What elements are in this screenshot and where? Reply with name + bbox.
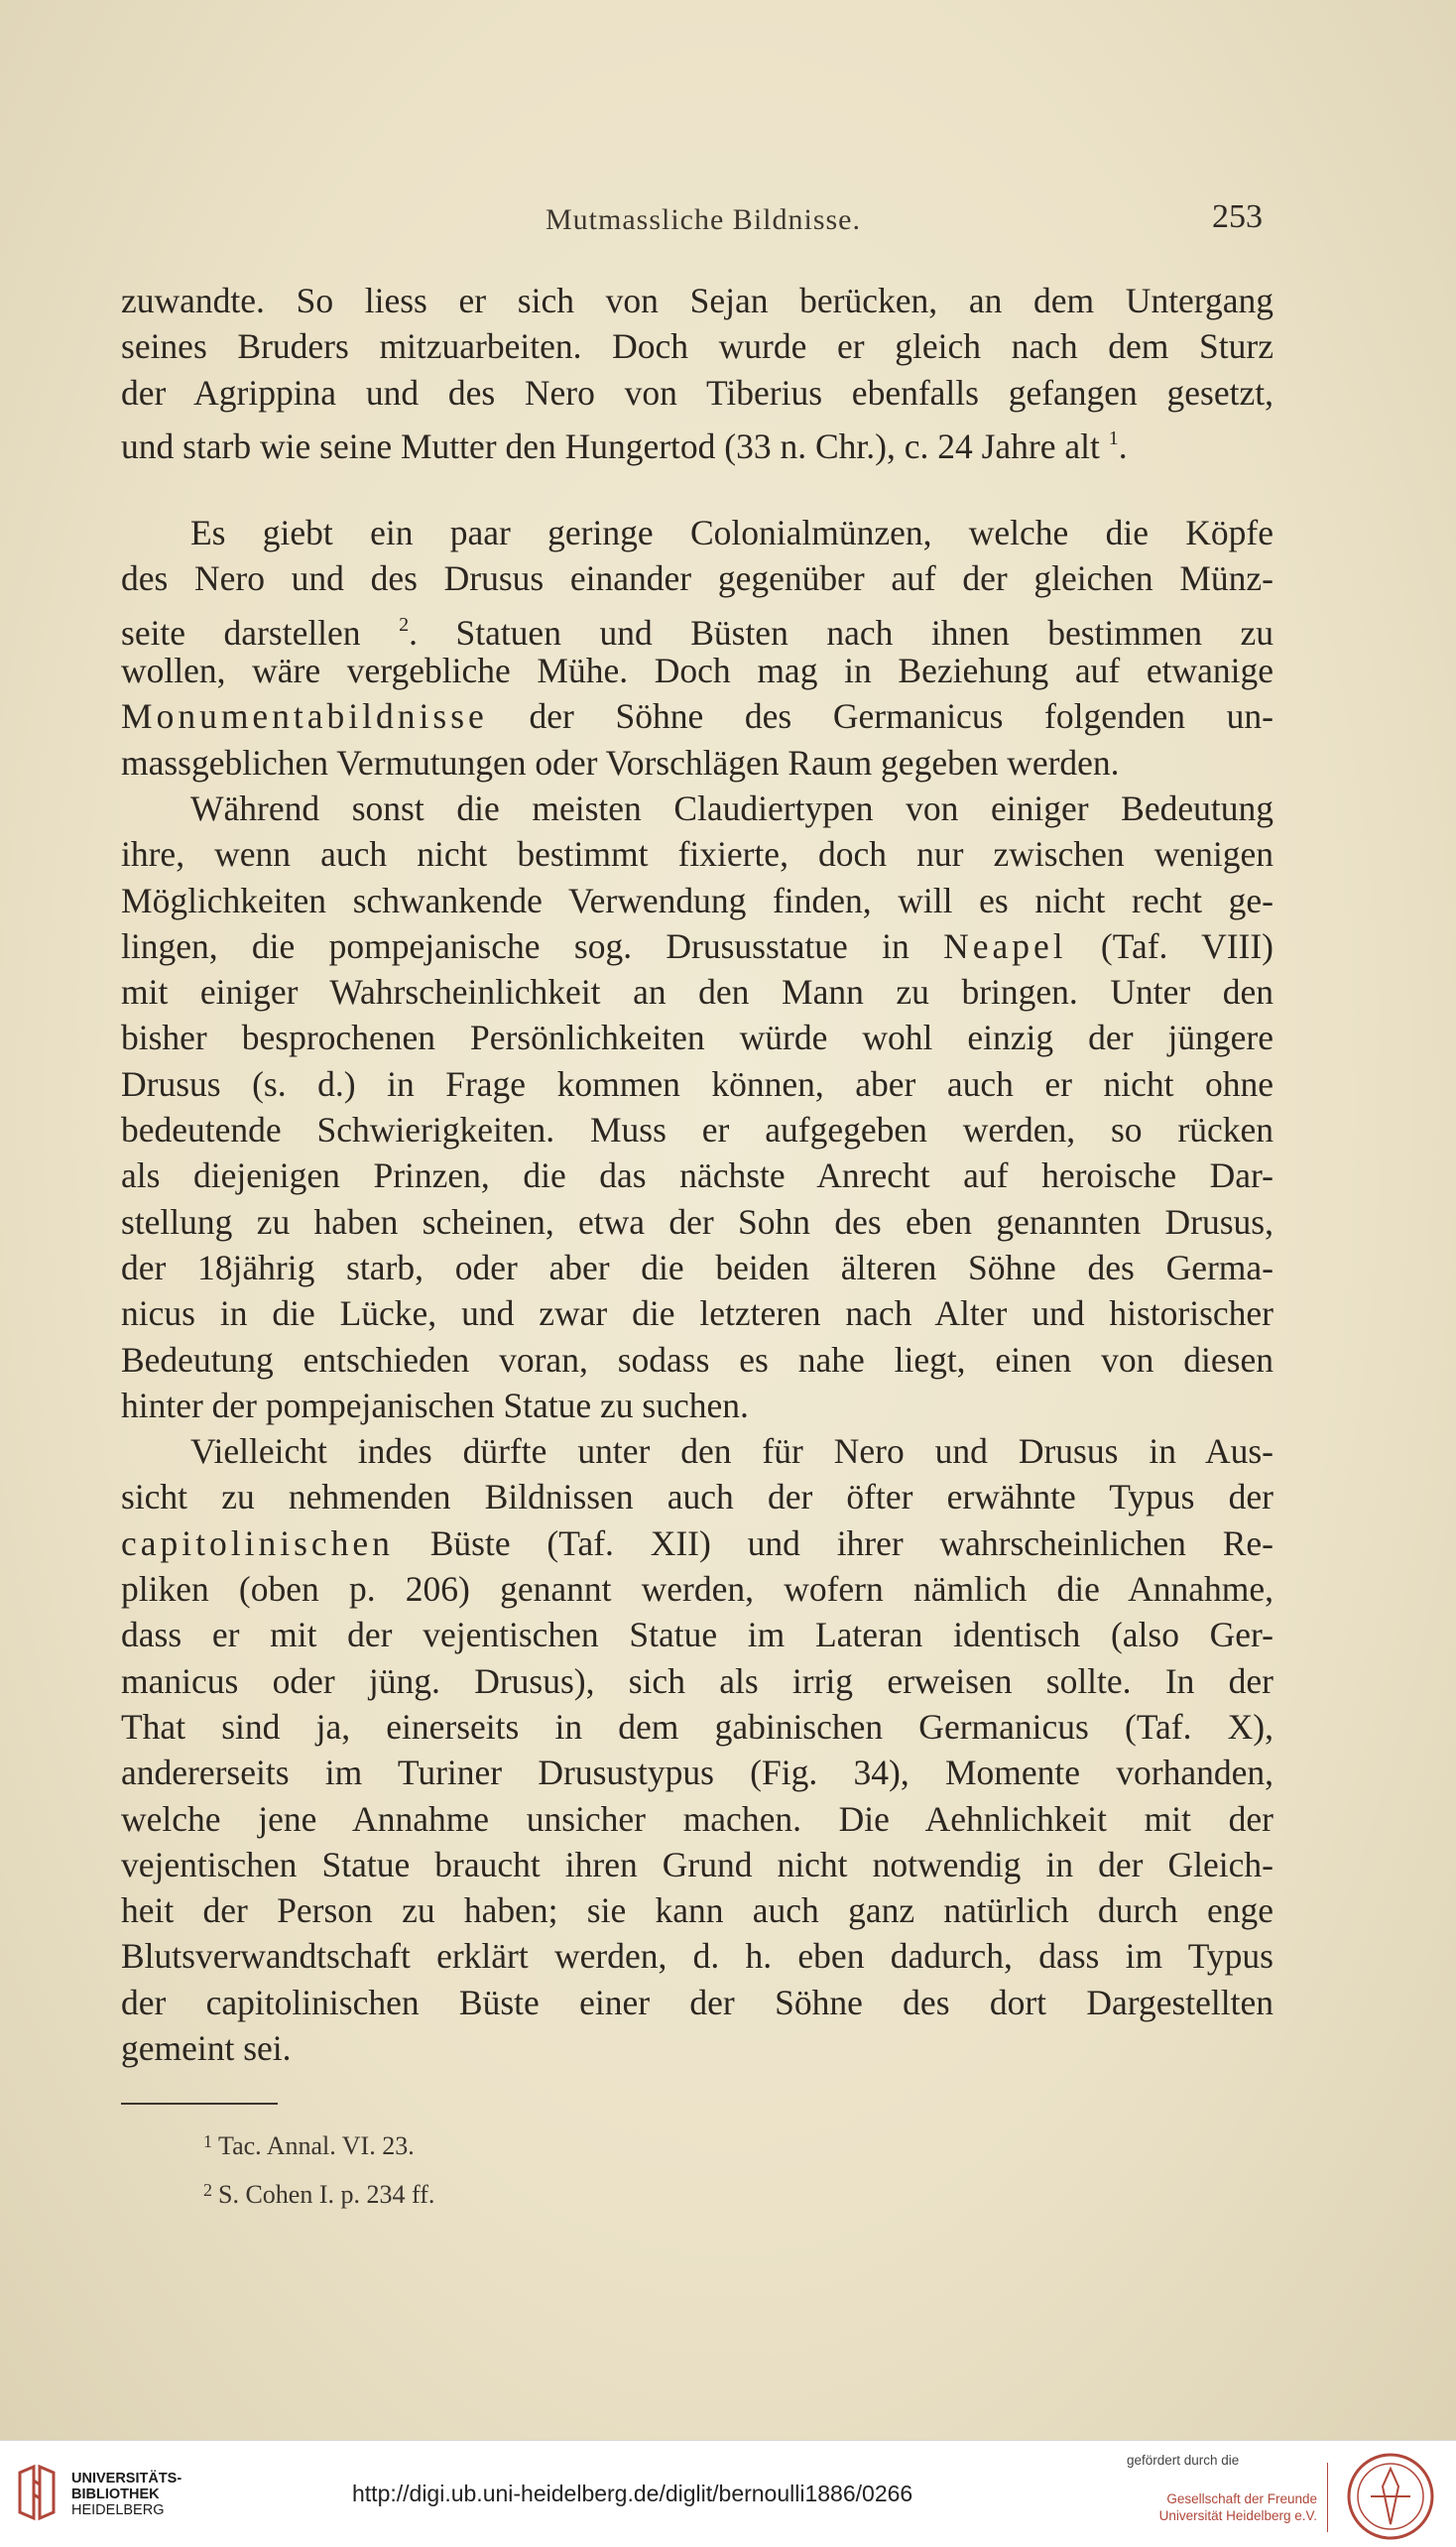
- text-line: bedeutende Schwierigkeiten. Muss er aufgegeben werden, so rücken: [121, 1110, 1274, 1151]
- text-line: und starb wie seine Mutter den Hungertod (33 n. Chr.), c. 24 Jahre alt $^1$.: [121, 425, 1128, 466]
- footnote-1: $^1$ Tac. Annal. VI. 23.: [203, 2131, 415, 2160]
- text-line: seite darstellen $^2$. Statuen und Büsten nach ihnen bestimmen zu: [121, 612, 1274, 653]
- permalink-url[interactable]: http://digi.ub.uni-heidelberg.de/diglit/bernoulli1886/0266: [352, 2481, 913, 2506]
- text-line: hinter der pompejanischen Statue zu suchen.: [121, 1385, 749, 1425]
- body-text: [121, 278, 1274, 2071]
- text-line: Drusus (s. d.) in Frage kommen können, aber auch er nicht ohne: [121, 1063, 1274, 1104]
- text-line: wollen, wäre vergebliche Mühe. Doch mag in Beziehung auf etwanige: [121, 651, 1274, 691]
- text-line: lingen, die pompejanische sog. Drususstatue in Neapel (Taf. VIII): [121, 925, 1274, 966]
- text-line: manicus oder jüng. Drusus), sich als irrig erweisen sollte. In der: [121, 1660, 1274, 1701]
- text-line: welche jene Annahme unsicher machen. Die Aehnlichkeit mit der: [121, 1798, 1274, 1839]
- text-line: heit der Person zu haben; sie kann auch ganz natürlich durch enge: [121, 1890, 1274, 1931]
- text-line: dass er mit der vejentischen Statue im Lateran identisch (also Ger-: [121, 1615, 1274, 1655]
- text-line: Möglichkeiten schwankende Verwendung finden, will es nicht recht ge-: [121, 880, 1274, 920]
- text-line: Bedeutung entschieden voran, sodass es nahe liegt, einen von diesen: [121, 1339, 1274, 1380]
- text-line: des Nero und des Drusus einander gegenüber auf der gleichen Münz-: [121, 558, 1274, 599]
- text-line: gemeint sei.: [121, 2027, 292, 2068]
- text-line: sicht zu nehmenden Bildnissen auch der öfter erwähnte Typus der: [121, 1477, 1274, 1517]
- text-line: Während sonst die meisten Claudiertypen von einiger Bedeutung: [190, 788, 1274, 828]
- text-line: der 18jährig starb, oder aber die beiden älteren Söhne des Germa-: [121, 1247, 1274, 1287]
- text-line: nicus in die Lücke, und zwar die letzteren nach Alter und historischer: [121, 1293, 1274, 1334]
- text-line: vejentischen Statue braucht ihren Grund nicht notwendig in der Gleich-: [121, 1844, 1274, 1884]
- running-head: Mutmassliche Bildnisse.: [546, 203, 861, 236]
- text-line: Monumentabildnisse der Söhne des Germanicus folgenden un-: [121, 696, 1274, 737]
- paragraph-1: [121, 278, 1274, 466]
- paragraph-3: [121, 786, 1274, 1428]
- text-line: pliken (oben p. 206) genannt werden, wofern nämlich die Annahme,: [121, 1569, 1274, 1610]
- text-line: zuwandte. So liess er sich von Sejan berücken, an dem Untergang: [121, 281, 1274, 320]
- footer-divider: [1327, 2463, 1328, 2532]
- library-logo-icon: [14, 2463, 60, 2524]
- text-line: stellung zu haben scheinen, etwa der Sohn des eben genannten Drusus,: [121, 1201, 1274, 1242]
- text-line: Es giebt ein paar geringe Colonialmünzen, welche die Köpfe: [190, 513, 1274, 553]
- text-line: als diejenigen Prinzen, die das nächste Anrecht auf heroische Dar-: [121, 1155, 1274, 1196]
- sponsor-name: Gesellschaft der Freunde Universität Heidelberg e.V.: [1158, 2491, 1317, 2523]
- footnote-mark: 1: [1108, 426, 1119, 449]
- text-line: der capitolinischen Büste einer der Söhne des dort Dargestellten: [121, 1982, 1274, 2022]
- text-line: bisher besprochenen Persönlichkeiten würde wohl einzig der jüngere: [121, 1018, 1274, 1058]
- text-line: mit einiger Wahrscheinlichkeit an den Mann zu bringen. Unter den: [121, 972, 1274, 1013]
- sponsor-label: gefördert durch die: [1127, 2453, 1240, 2468]
- text-line: Vielleicht indes dürfte unter den für Nero und Drusus in Aus-: [190, 1431, 1274, 1472]
- footnote-2: $^2$ S. Cohen I. p. 234 ff.: [203, 2180, 435, 2209]
- text-line: capitolinischen Büste (Taf. XII) und ihrer wahrscheinlichen Re-: [121, 1522, 1274, 1563]
- text-line: der Agrippina und des Nero von Tiberius ebenfalls gefangen gesetzt,: [121, 372, 1274, 413]
- text-line: That sind ja, einerseits in dem gabinischen Germanicus (Taf. X),: [121, 1706, 1274, 1747]
- paragraph-2: [121, 510, 1274, 786]
- text-line: seines Bruders mitzuarbeiten. Doch wurde er gleich nach dem Sturz: [121, 326, 1274, 367]
- text-line: ihre, wenn auch nicht bestimmt fixierte, doch nur zwischen wenigen: [121, 834, 1274, 875]
- university-seal-icon: [1341, 2451, 1440, 2542]
- footer-bar: [0, 2440, 1456, 2547]
- text-line: Blutsverwandtschaft erklärt werden, d. h. eben dadurch, dass im Typus: [121, 1936, 1274, 1977]
- text-line: massgeblichen Vermutungen oder Vorschlägen Raum gegeben werden.: [121, 742, 1120, 783]
- text-line: andererseits im Turiner Drusustypus (Fig. 34), Momente vorhanden,: [121, 1753, 1274, 1793]
- footnote-rule: [121, 2103, 278, 2105]
- page-number: 253: [1212, 198, 1263, 235]
- paragraph-4: [121, 1428, 1274, 2071]
- footnotes: [203, 2120, 434, 2217]
- footnote-mark: 2: [399, 613, 410, 636]
- library-name: UNIVERSITÄTS- BIBLIOTHEK HEIDELBERG: [71, 2471, 182, 2518]
